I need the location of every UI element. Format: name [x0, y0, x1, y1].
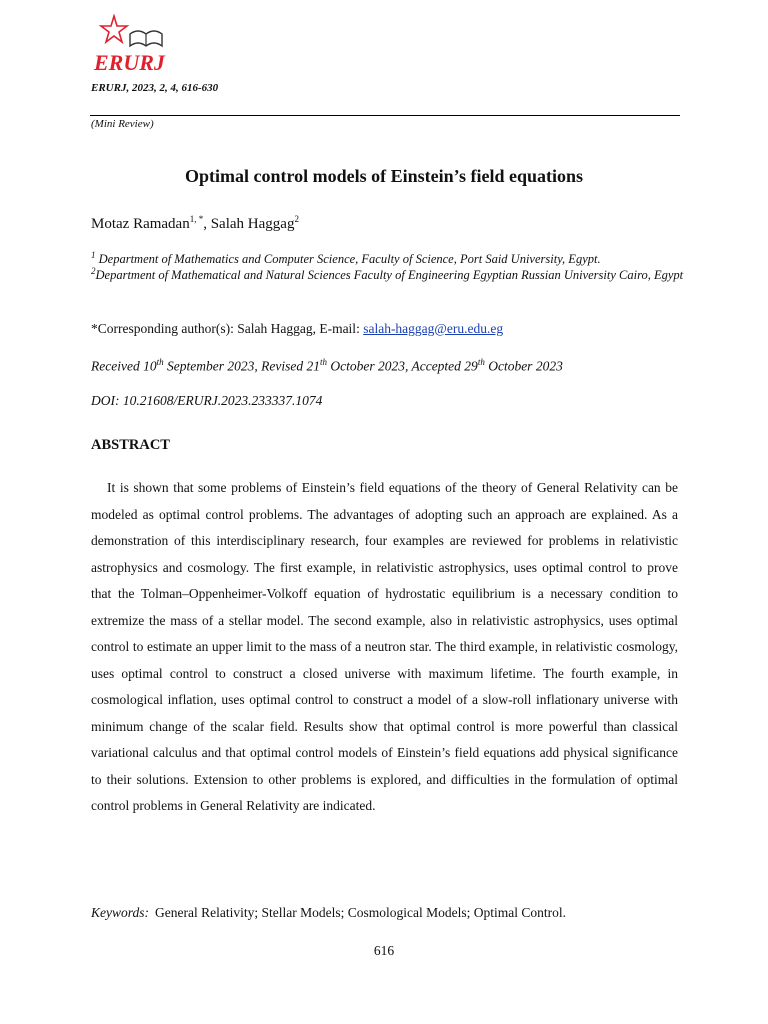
author-affil-marker: 1, *	[189, 214, 204, 224]
author-name: Motaz Ramadan	[91, 216, 190, 232]
abstract-heading: ABSTRACT	[91, 437, 170, 453]
journal-logo	[92, 14, 172, 76]
keywords-text: General Relativity; Stellar Models; Cosmological Models; Optimal Control.	[155, 905, 566, 920]
email-link[interactable]: salah-haggag@eru.edu.eg	[363, 321, 504, 336]
article-type: (Mini Review)	[91, 118, 154, 130]
star-icon	[101, 16, 127, 42]
keywords	[91, 905, 566, 921]
corresponding-author	[91, 321, 503, 337]
ordinal-suffix: th	[156, 357, 164, 367]
logo-text: ERURJ	[94, 50, 165, 75]
received-date: Received 10	[91, 358, 157, 374]
accepted-date: October 2023, Accepted 29	[326, 358, 478, 374]
ordinal-suffix: th	[319, 357, 327, 367]
affil-text: Department of Mathematical and Natural Sciences Faculty of Engineering Egyptian Russian University Cairo, Egypt	[95, 268, 684, 283]
journal-reference: ERURJ, 2023, 2, 4, 616-630	[91, 82, 219, 94]
header-rule	[90, 115, 680, 116]
keywords-label: Keywords:	[91, 905, 149, 920]
author-separator: ,	[203, 216, 211, 232]
corresponding-label: *Corresponding author(s): Salah Haggag, E-mail:	[91, 321, 364, 336]
accepted-month: October 2023	[484, 358, 563, 374]
abstract-text: It is shown that some problems of Einstein’s field equations of the theory of General Relativity can be modeled as optimal control problems. The advantages of adopting such an approach are explained. As a demonstration of this interdisciplinary research, four examples are reviewed for problems in relativistic astrophysics and cosmology. The first example, in relativistic astrophysics, uses optimal control to prove that the Tolman–Oppenheimer-Volkoff equation of hydrostatic equilibrium is a necessary condition to extremize the mass of a stellar model. The second example, also in relativistic astrophysics, uses optimal control to estimate an upper limit to the mass of a neutron star. The third example, in relativistic cosmology, uses optimal control to construct a closed universe with maximum lifetime. The fourth example, in cosmological inflation, uses optimal control to construct a model of a slow-roll inflationary universe with minimum change of the scalar field. Results show that optimal control is more powerful than classical variational calculus and that optimal control models of Einstein’s field equations add physical significance to their solutions. Extension to other problems is explored, and difficulties in the formulation of optimal control problems in General Relativity are indicated.	[91, 480, 678, 813]
affil-marker: 1	[91, 250, 96, 260]
doi: DOI: 10.21608/ERURJ.2023.233337.1074	[91, 393, 323, 408]
article-dates	[91, 357, 563, 375]
paper-title: Optimal control models of Einstein’s field equations	[184, 166, 584, 186]
author-affil-marker: 2	[294, 214, 299, 224]
revised-date: September 2023, Revised 21	[163, 358, 320, 374]
affil-marker: 2	[91, 266, 96, 276]
affiliation-2	[91, 263, 691, 283]
affil-text: Department of Mathematics and Computer Science, Faculty of Science, Port Said University, Egypt.	[95, 252, 601, 267]
ordinal-suffix: th	[477, 357, 485, 367]
page-number: 616	[373, 943, 395, 958]
author-list	[91, 214, 299, 233]
author-name: Salah Haggag	[210, 216, 295, 232]
